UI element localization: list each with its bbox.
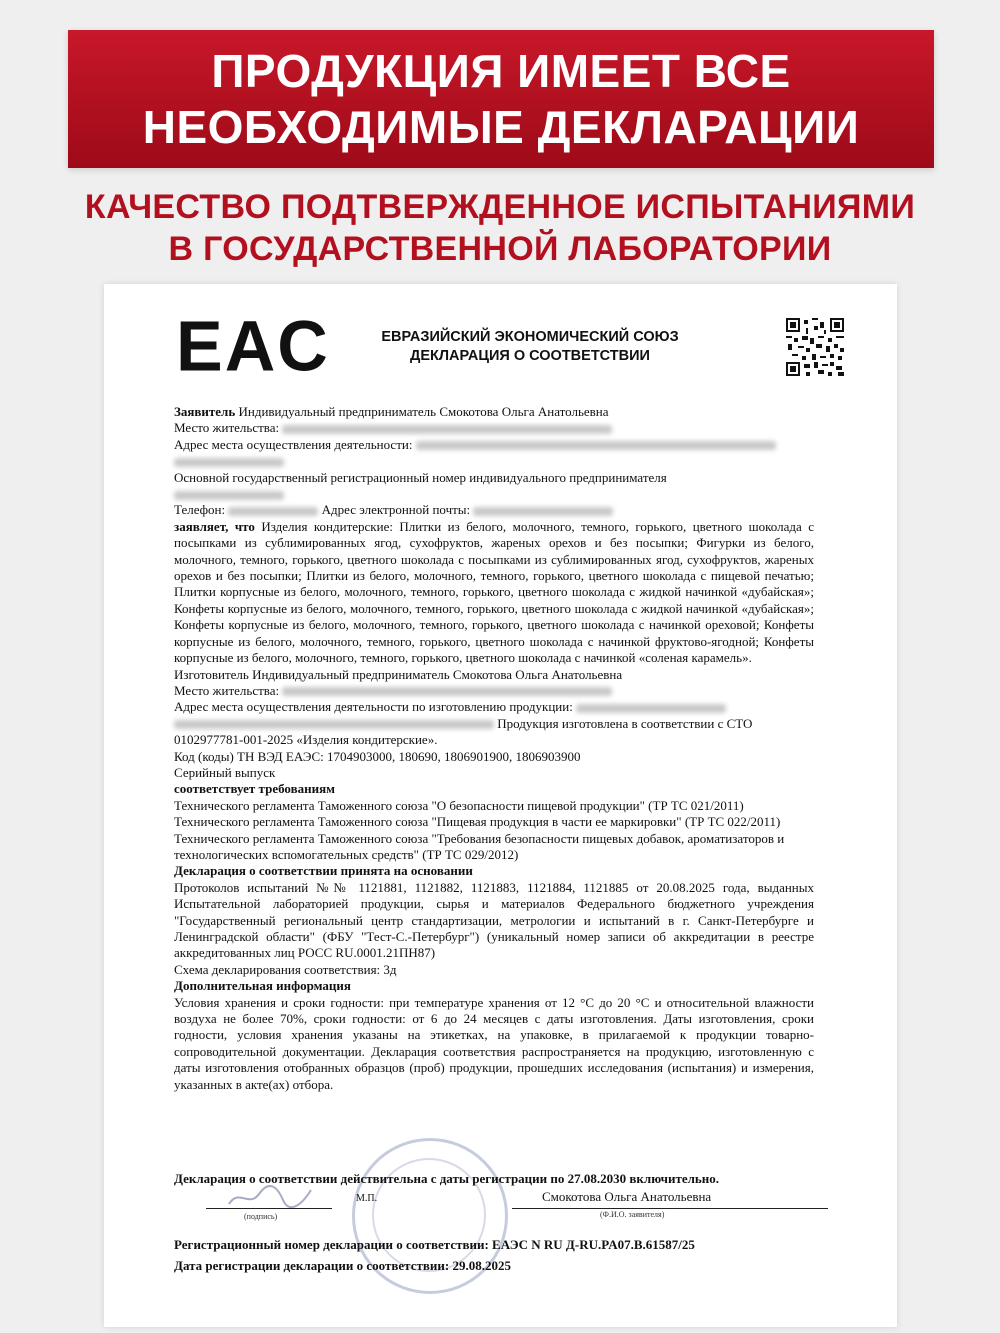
headline-banner [68, 30, 934, 168]
declares-label: заявляет, что [174, 518, 255, 534]
eac-logo: EAC [176, 306, 330, 386]
basis-label: Декларация о соответствии принята на основании [174, 863, 473, 879]
stamp-place-label: М.П. [356, 1193, 378, 1204]
declares-paragraph [174, 519, 814, 667]
residence-row [174, 420, 814, 436]
name-line [512, 1208, 828, 1209]
document-header [300, 328, 760, 366]
name-caption: (Ф.И.О. заявителя) [600, 1210, 665, 1219]
union-title: ЕВРАЗИЙСКИЙ ЭКОНОМИЧЕСКИЙ СОЮЗ [381, 329, 679, 345]
production-address-row [174, 699, 814, 748]
extra-info-label: Дополнительная информация [174, 978, 351, 994]
scheme-row: Схема декларирования соответствия: 3д [174, 961, 397, 977]
residence-label: Место жительства: [174, 420, 280, 436]
redacted-production-address [576, 704, 726, 713]
production-address-label: Адрес места осуществления деятельности по изготовлению продукции: [174, 699, 573, 715]
registration-date: Дата регистрации декларации о соответствии: 29.08.2025 [174, 1258, 511, 1273]
activity-address-row [174, 437, 814, 470]
serial-row: Серийный выпуск [174, 764, 276, 780]
redacted-activity-address [416, 441, 776, 450]
manufacturer-residence-row [174, 683, 814, 699]
tech-reg-1: Технического регламента Таможенного союза "О безопасности пищевой продукции" (ТР ТС 021/2011) [174, 797, 744, 813]
complies-label: соответствует требованиям [174, 781, 335, 797]
contacts-row [174, 502, 814, 518]
ogrnip-label: Основной государственный регистрационный номер индивидуального предпринимателя [174, 469, 667, 485]
manufacturer-residence-label: Место жительства: [174, 682, 280, 698]
redacted-residence [282, 425, 612, 434]
made-per-text: Продукция изготовлена в соответствии с СТО 0102977781-001-2025 «Изделия кондитерские». [174, 715, 753, 748]
subtitle-line-2: В ГОСУДАРСТВЕННОЙ ЛАБОРАТОРИИ [168, 230, 832, 268]
declares-text: Изделия кондитерские: Плитки из белого, молочного, темного, горького, цветного шоколада с посыпками из сублимированных ягод, сухофруктов, жареных орехов и без посыпки; Фигурки из белого, молочного, темного, горького, цветного шоколада с посыпками из сублимированных ягод, сухофруктов, жареных орехов и без посыпки; Плитки из белого, молочного, темного, горького, цветного шоколада с пищевой печатью; Плитки корпусные из белого, молочного, темного, горького, цветного шоколада с жидкой начинкой «дубайская»; Конфеты корпусные из белого, молочного, темного, горького, цветного шоколада с жидкой начинкой «дубайская»; Конфеты корпусные из белого, молочного, темного, горького, цветного шоколада с начинкой ореховой; Конфеты корпусные из белого, молочного, темного, горького, цветного шоколада с начинкой фруктово-ягодной; Конфеты корпусные из белого, молочного, темного, горького, цветного шоколада с начинкой «соленая карамель». [174, 518, 814, 666]
phone-label: Телефон: [174, 502, 226, 518]
applicant-label: Заявитель [174, 404, 236, 419]
redacted-phone [228, 507, 318, 516]
extra-info-text: Условия хранения и сроки годности: при температуре хранения от 12 °С до 20 °С и относительной влажности воздуха не более 70%, сроки годности: от 6 до 24 месяцев с даты изготовления. Даты изготовления, сроки годности, условия хранения указаны на этикетках, на упаковке, в прилагаемой к продукции товарно-сопроводительной документации. Декларация соответствия распространяется на продукцию, изготовленную с даты изготовления отобранных образцов (проб) продукции, прошедших исследования (испытания) и измерения, указанных в акте(ах) отбора. [174, 994, 814, 1092]
headline-line-2: НЕОБХОДИМЫЕ ДЕКЛАРАЦИИ [142, 101, 860, 153]
signer-name: Смокотова Ольга Анатольевна [542, 1189, 712, 1204]
applicant-name: Индивидуальный предприниматель Смокотова Ольга Анатольевна [238, 404, 609, 419]
codes-row: Код (коды) ТН ВЭД ЕАЭС: 1704903000, 180690, 1806901900, 1806903900 [174, 748, 581, 764]
email-label: Адрес электронной почты: [321, 502, 471, 518]
tech-reg-2: Технического регламента Таможенного союза "Пищевая продукция в части ее маркировки" (ТР ТС 022/2011) [174, 814, 781, 830]
redacted-activity-address-2 [174, 458, 284, 467]
redacted-production-address-2 [174, 720, 494, 729]
declaration-body [174, 404, 814, 1093]
subtitle-line-1: КАЧЕСТВО ПОДТВЕРЖДЕННОЕ ИСПЫТАНИЯМИ [84, 188, 916, 226]
redacted-manufacturer-residence [282, 687, 612, 696]
basis-text: Протоколов испытаний №№ 1121881, 1121882, 1121883, 1121884, 1121885 от 20.08.2025 года, выданных Испытательной лабораторией продукции, сырья и материалов Федерального бюджетного учреждения "Государственный региональный центр стандартизации, метрологии и испытаний в г. Санкт-Петербурге и Ленинградской области" (ФБУ "Тест-С.-Петербург") (уникальный номер записи об аккредитации в реестре аккредитованных лиц РОСС RU.0001.21ПН87) [174, 879, 814, 961]
qr-code-icon [786, 318, 844, 376]
ogrnip-row [174, 470, 814, 503]
applicant-row [174, 404, 814, 420]
signature-line [206, 1208, 332, 1209]
registration-number: Регистрационный номер декларации о соответствии: ЕАЭС N RU Д-RU.PA07.B.61587/25 [174, 1237, 695, 1252]
declaration-title: ДЕКЛАРАЦИЯ О СООТВЕТСТВИИ [410, 348, 650, 364]
validity-statement: Декларация о соответствии действительна с даты регистрации по 27.08.2030 включительно. [174, 1171, 720, 1186]
subtitle [0, 186, 1000, 270]
redacted-email [473, 507, 613, 516]
headline-line-1: ПРОДУКЦИЯ ИМЕЕТ ВСЕ [211, 45, 791, 97]
redacted-ogrnip [174, 491, 284, 500]
manufacturer-row: Изготовитель Индивидуальный предприниматель Смокотова Ольга Анатольевна [174, 666, 623, 682]
tech-reg-3: Технического регламента Таможенного союза "Требования безопасности пищевых добавок, ароматизаторов и технологических вспомогательных средств" (ТР ТС 029/2012) [174, 830, 785, 862]
activity-address-label: Адрес места осуществления деятельности: [174, 436, 413, 452]
signature-caption: (подпись) [244, 1212, 278, 1221]
